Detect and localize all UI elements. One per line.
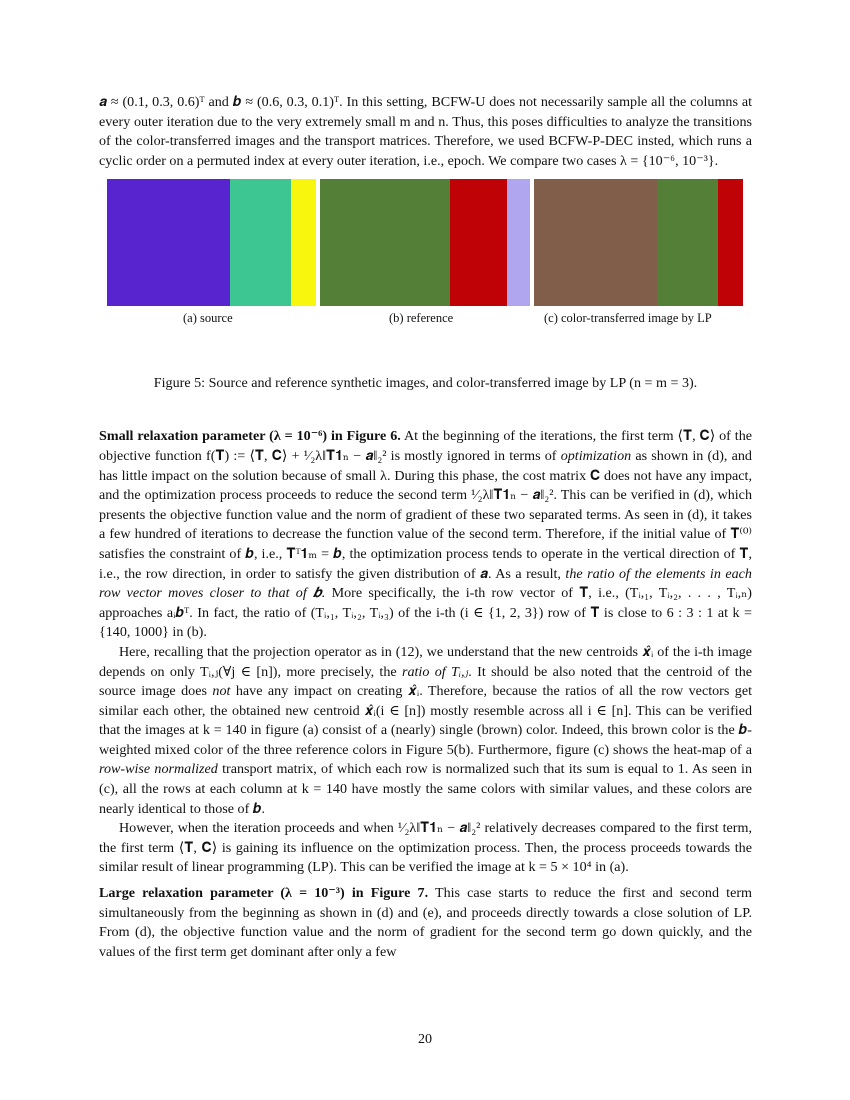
source-color-block [291, 179, 316, 306]
transferred-color-block [718, 179, 743, 306]
small-relaxation-heading: Small relaxation parameter (λ = 10⁻⁶) in Figure 6. [99, 428, 401, 445]
page-body [99, 93, 752, 962]
source-image [107, 179, 316, 306]
subcaption-reference: (b) reference [389, 311, 454, 326]
subcaption-transferred: (c) color-transferred image by LP [544, 311, 712, 326]
source-color-block [230, 179, 291, 306]
small-relaxation-paragraph: Small relaxation parameter (λ = 10⁻⁶) in Figure 6. At the beginning of the iterations, the first term ⟨𝐓, 𝐂⟩ of the objective function f(𝐓) := ⟨𝐓, 𝐂⟩ + ¹⁄₂λ‖𝐓𝟏ₙ − 𝒂‖₂² is mostly ignored in terms of optimization as shown in (d), and has little impact on the solution because of small λ. During this phase, the cost matrix 𝐂 does not have any impact, and the optimization process proceeds to reduce the second term ¹⁄₂λ‖𝐓𝟏ₙ − 𝒂‖₂². This can be verified in (d), which presents the objective function value and the norm of gradient of these two separated terms. As seen in (d), it takes a few hundred of iterations to decrease the function value of the second term. Therefore, if the initial value of 𝐓⁽⁰⁾ satisfies the constraint of 𝒃, i.e., 𝐓ᵀ𝟏ₘ = 𝒃, the optimization process tends to operate in the vertical direction of 𝐓, i.e., the row direction, in order to satisfy the given distribution of 𝒂. As a result, the ratio of the elements in each row vector moves closer to that of 𝒃. More specifically, the i-th row vector of 𝐓, i.e., (Tᵢ,₁, Tᵢ,₂, . . . , Tᵢ,ₙ) approaches aᵢ𝒃ᵀ. In fact, the ratio of (Tᵢ,₁, Tᵢ,₂, Tᵢ,₃) of the i-th (i ∈ {1, 2, 3}) row of 𝐓 is close to 6 : 3 : 1 at k = {140, 1000} in (b). [99, 428, 752, 641]
large-relaxation-heading: Large relaxation parameter (λ = 10⁻³) in Figure 7. [99, 885, 429, 902]
large-relaxation-paragraph: Large relaxation parameter (λ = 10⁻³) in Figure 7. This case starts to reduce the first and second term simultaneously from the beginning as shown in (d) and (e), and proceeds directly towards a close solution of LP. From (d), the objective function value and the norm of gradient for the second term go down quickly, and the values of the first term get dominant after only a few [99, 885, 752, 960]
projection-paragraph: Here, recalling that the projection operator as in (12), we understand that the new centroids 𝒙̂ᵢ of the i-th image depends on only Tᵢ,ⱼ(∀j ∈ [n]), more precisely, the ratio of Tᵢ,ⱼ. It should be also noted that the centroid of the source image does not have any impact on creating 𝒙̂ᵢ. Therefore, because the ratios of all the row vectors get similar each other, the obtained new centroid 𝒙̂ᵢ(i ∈ [n]) mostly resemble across all i ∈ [n]. This can be verified that the images at k = 140 in figure (a) consist of a (nearly) single (brown) color. Indeed, this brown color is the 𝒃-weighted mixed color of the three reference colors in Figure 5(b). Furthermore, figure (c) shows the heat-map of a row-wise normalized transport matrix, of which each row is normalized such that its sum is equal to 1. As seen in (c), all the rows at each column at k = 140 have mostly the same colors with similar values, and these colors are nearly identical to those of 𝒃. [99, 643, 753, 817]
transferred-image [534, 179, 743, 306]
page-number: 20 [417, 1031, 433, 1047]
transferred-color-block [534, 179, 657, 306]
transferred-color-block [657, 179, 718, 306]
reference-color-block [320, 179, 450, 306]
figure-caption: Figure 5: Source and reference synthetic images, and color-transferred image by LP (n = m = 3). [153, 375, 698, 392]
reference-image [320, 179, 530, 306]
figure-5 [99, 179, 752, 359]
source-color-block [107, 179, 230, 306]
reference-color-block [507, 179, 530, 306]
iteration-paragraph: However, when the iteration proceeds and when ¹⁄₂λ‖𝐓𝟏ₙ − 𝒂‖₂² relatively decreases compared to the first term, the first term ⟨𝐓, 𝐂⟩ is gaining its influence on the optimization process. Then, the process proceeds towards the similar result of linear programming (LP). This can be verified the image at k = 5 × 10⁴ in (a). [99, 820, 752, 876]
intro-paragraph: 𝒂 ≈ (0.1, 0.3, 0.6)ᵀ and 𝒃 ≈ (0.6, 0.3, 0.1)ᵀ. In this setting, BCFW-U does not necessarily sample all the columns at every outer iteration due to the very extremely small m and n. Thus, this poses difficulties to analyze the transitions of the color-transferred images and the transport matrices. Therefore, we used BCFW-P-DEC insted, which runs a cyclic order on a permuted index at every outer iteration, i.e., epoch. We compare two cases λ = {10⁻⁶, 10⁻³}. [99, 94, 752, 169]
reference-color-block [450, 179, 507, 306]
subcaption-source: (a) source [183, 311, 233, 326]
